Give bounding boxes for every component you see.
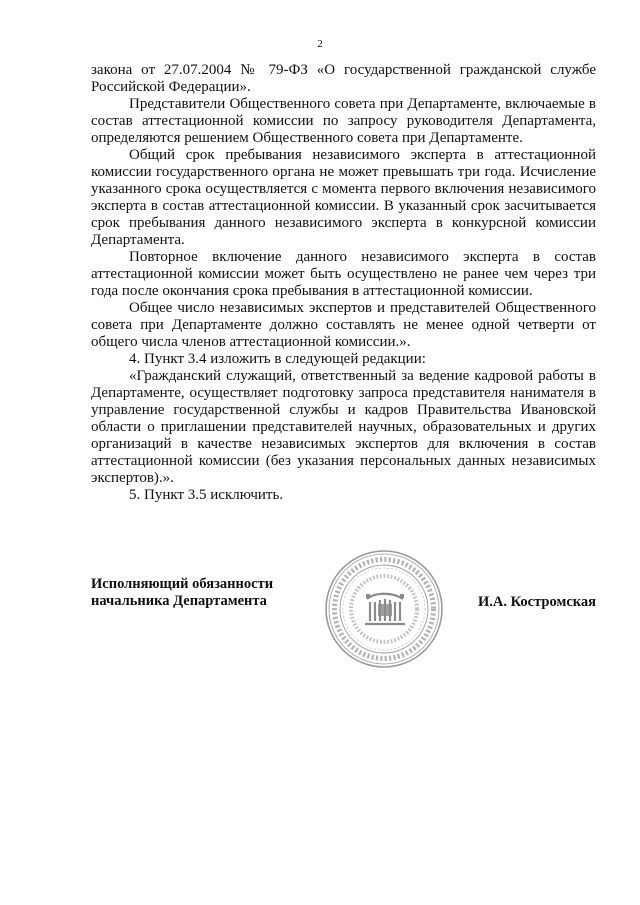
paragraph-5: Общее число независимых экспертов и представителей Общественного совета при Департаменте должно составлять не менее одной четверти от общего числа членов аттестационной комиссии.». (91, 300, 596, 350)
paragraph-1: закона от 27.07.2004 № 79-ФЗ «О государственной гражданской службе Российской Федерации». (91, 62, 596, 95)
document-body (91, 62, 596, 504)
signatory-title-line-1: Исполняющий обязанности (91, 576, 274, 592)
paragraph-6: 4. Пункт 3.4 изложить в следующей редакции: (129, 351, 426, 367)
paragraph-2: Представители Общественного совета при Департаменте, включаемые в состав аттестационной комиссии по запросу руководителя Департамента, определяются решением Общественного совета при Департаменте. (91, 96, 596, 146)
paragraph-7: «Гражданский служащий, ответственный за ведение кадровой работы в Департаменте, осуществляет подготовку запроса представителя нанимателя в управление государственной службы и кадров Правительства Ивановской области о приглашении представителей научных, образовательных и других организаций в качестве независимых экспертов для включения в состав аттестационной комиссии (без указания персональных данных независимых экспертов).». (91, 368, 596, 486)
official-seal-icon (323, 548, 445, 670)
paragraph-3: Общий срок пребывания независимого эксперта в аттестационной комиссии государственного органа не может превышать три года. Исчисление указанного срока осуществляется с момента первого включения независимого эксперта в состав аттестационной комиссии. В указанный срок засчитывается срок пребывания данного независимого эксперта в конкурсной комиссии Департамента. (91, 147, 596, 248)
page-number: 2 (317, 38, 323, 50)
paragraph-4: Повторное включение данного независимого эксперта в состав аттестационной комиссии может быть осуществлено не ранее чем через три года после окончания срока пребывания в аттестационной комиссии. (91, 249, 596, 299)
paragraph-8: 5. Пункт 3.5 исключить. (129, 487, 284, 503)
signatory-name: И.А. Костромская (478, 594, 596, 610)
signatory-title-line-2: начальника Департамента (91, 593, 267, 609)
signatory-title (91, 576, 273, 610)
